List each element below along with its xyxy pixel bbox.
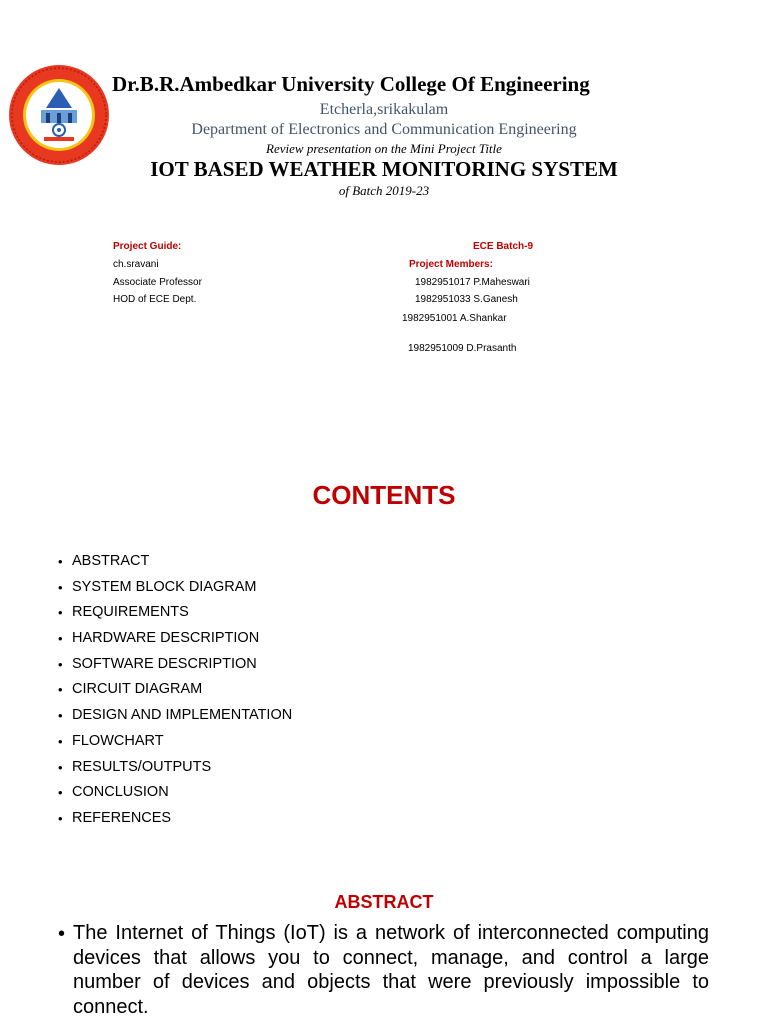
contents-title: CONTENTS [312,480,456,510]
contents-item: • SYSTEM BLOCK DIAGRAM [58,575,292,601]
guide-name: ch.sravani [113,259,159,270]
college-location: Etcherla,srikakulam [319,101,449,118]
contents-item: • RESULTS/OUTPUTS [58,755,292,781]
contents-item: • CIRCUIT DIAGRAM [58,677,292,703]
guide-designation: Associate Professor [113,277,202,288]
contents-item: • SOFTWARE DESCRIPTION [58,652,292,678]
member-item: 1982951001 A.Shankar [402,313,507,324]
contents-list [58,549,292,832]
member-item: 1982951017 P.Maheswari [415,277,530,288]
contents-item: • FLOWCHART [58,729,292,755]
member-item: 1982951033 S.Ganesh [415,294,518,305]
guide-label: Project Guide: [113,241,182,252]
abstract-title: ABSTRACT [334,892,434,912]
batch-line: of Batch 2019-23 [338,183,430,198]
contents-item: • CONCLUSION [58,780,292,806]
project-title: IOT BASED WEATHER MONITORING SYSTEM [150,157,618,181]
review-subtitle: Review presentation on the Mini Project Title [266,141,502,156]
university-name: Dr.B.R.Ambedkar University College Of Engineering [112,72,590,96]
contents-item: • ABSTRACT [58,549,292,575]
guide-department: HOD of ECE Dept. [113,294,197,305]
members-label: Project Members: [409,259,493,270]
department-name: Department of Electronics and Communication Engineering [191,121,577,138]
abstract-text: The Internet of Things (IoT) is a network of interconnected computing devices that allows you to connect, manage, and control a large number of devices and objects that were previously impossible to connect. [73,922,709,1018]
contents-item: • REFERENCES [58,806,292,832]
contents-item: • HARDWARE DESCRIPTION [58,626,292,652]
bullet-icon: • [58,923,66,945]
contents-item: • REQUIREMENTS [58,600,292,626]
member-item: 1982951009 D.Prasanth [408,343,517,354]
batch-label: ECE Batch-9 [473,241,534,252]
contents-item: • DESIGN AND IMPLEMENTATION [58,703,292,729]
